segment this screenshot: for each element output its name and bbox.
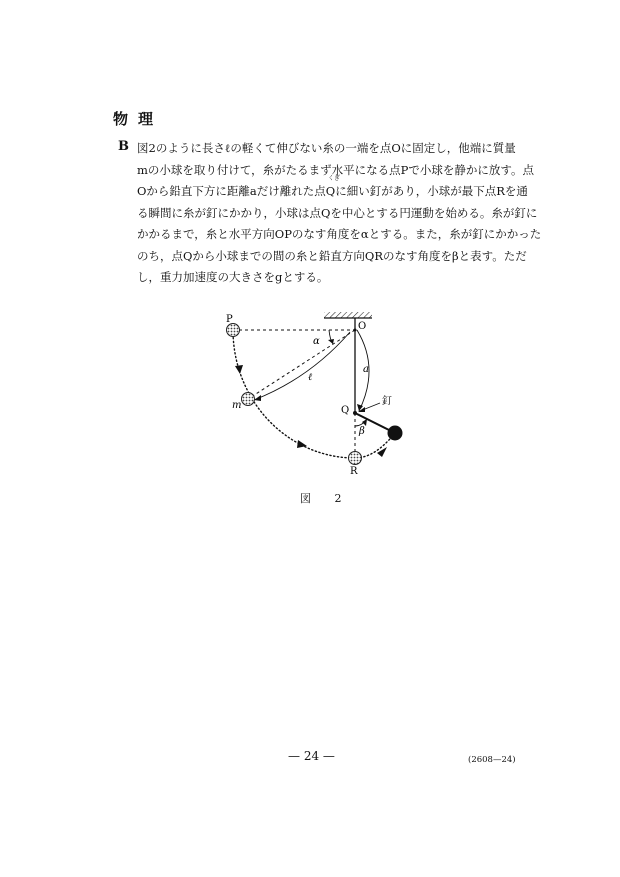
label-m: m	[232, 400, 242, 411]
pendulum-figure	[200, 300, 440, 480]
dimension-arrow-ell	[254, 395, 261, 401]
problem-line-4: る瞬間に糸が釘にかかり，小球は点Qを中心とする円運動を始める。糸が釘に	[137, 205, 538, 220]
trajectory-arrow-1	[235, 365, 243, 374]
ball-moving	[388, 426, 403, 441]
dimension-arc-ell	[254, 332, 350, 400]
trajectory-path	[233, 330, 395, 458]
label-alpha: α	[313, 336, 320, 347]
trajectory-arrow-3	[377, 447, 387, 457]
ruby-kugi: くぎ	[328, 175, 341, 182]
label-p: P	[226, 314, 233, 325]
problem-label: B	[118, 139, 129, 154]
label-ell: ℓ	[308, 372, 313, 383]
page-number: — 24 —	[288, 749, 335, 763]
ball-at-p	[227, 324, 240, 337]
ball-at-m	[242, 393, 255, 406]
ball-at-r	[349, 452, 362, 465]
problem-line-1: 図2のように長さℓの軽くて伸びない糸の一端を点Oに固定し，他端に質量	[137, 141, 516, 155]
ceiling-hatch	[324, 312, 372, 318]
alpha-arrow	[328, 339, 334, 344]
beta-arrow	[362, 419, 367, 426]
label-r: R	[350, 466, 358, 477]
problem-line-2: mの小球を取り付けて，糸がたるまず水平になる点Pで小球を静かに放す。点	[137, 162, 534, 177]
pivot-o	[354, 329, 357, 332]
problem-line-7: し，重力加速度の大きさをgとする。	[137, 270, 329, 284]
label-nail: 釘	[382, 396, 392, 407]
problem-line-6: のち，点Qから小球までの間の糸と鉛直方向QRのなす角度をβと表す。ただ	[137, 248, 527, 263]
label-beta: β	[359, 426, 365, 437]
label-q: Q	[341, 405, 350, 416]
page-code: (2608—24)	[468, 755, 516, 765]
subject-title: 物理	[113, 110, 164, 128]
problem-line-5: かかるまで，糸と水平方向OPのなす角度をαとする。また，糸が釘にかかった	[137, 227, 542, 241]
label-a: a	[363, 364, 369, 375]
problem-line-3: Oから鉛直下方に距離aだけ離れた点Qに細い釘があり，小球が最下点Rを通	[137, 184, 528, 198]
nail-q	[353, 411, 357, 415]
problem-text	[137, 138, 542, 289]
dashed-om	[248, 330, 355, 399]
figure-caption: 図 2	[300, 492, 352, 505]
label-o: O	[358, 321, 367, 332]
